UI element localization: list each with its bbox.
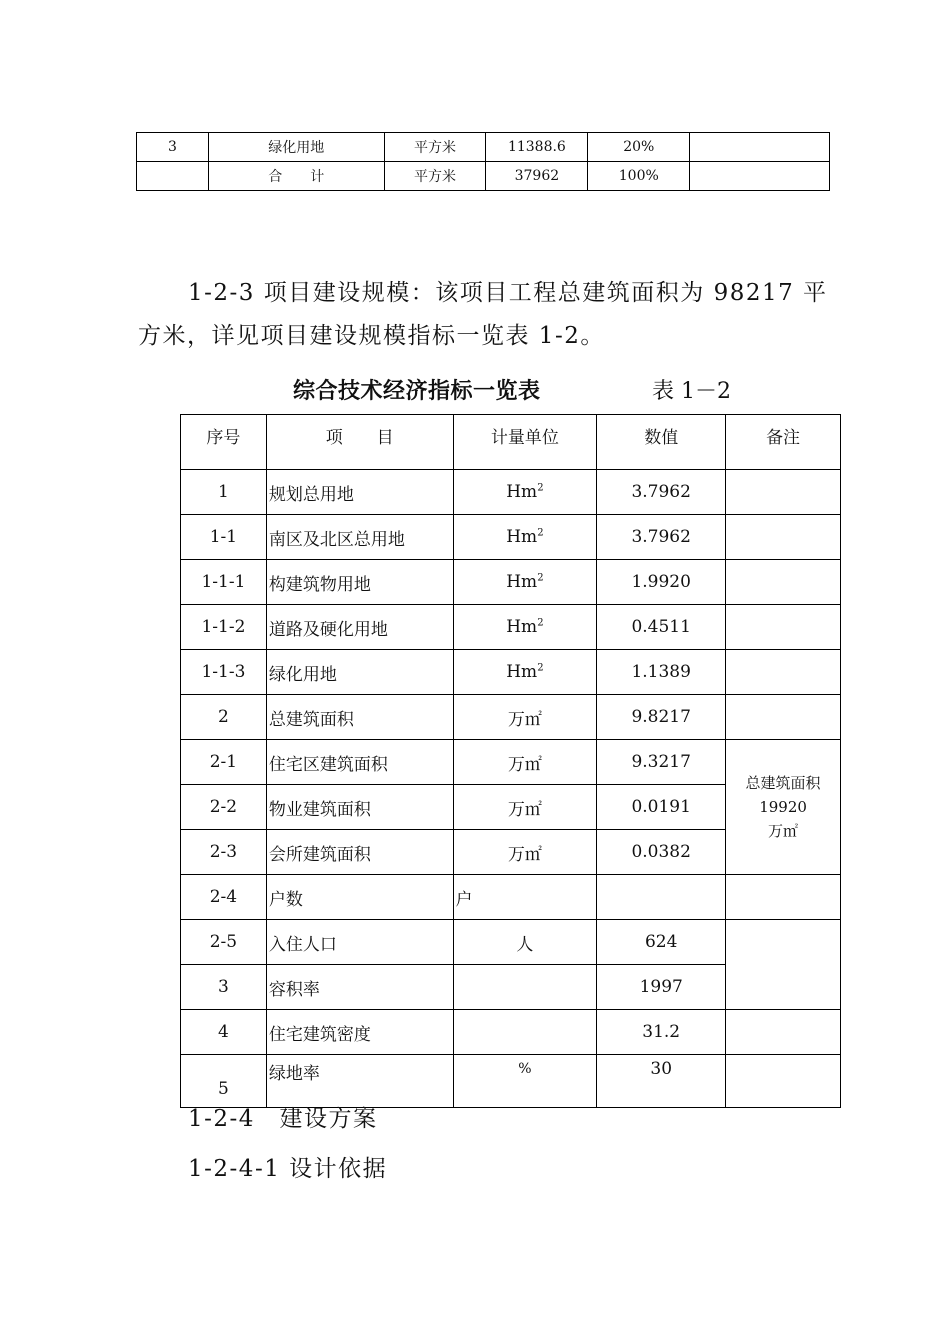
subsection-heading: 1-2-4-1 设计依据 <box>188 1156 388 1182</box>
unit-superscript: 2 <box>537 617 544 629</box>
scale-paragraph <box>138 272 838 358</box>
row-unit: 平方米 <box>384 133 486 162</box>
table-row <box>137 133 830 162</box>
unit-superscript: 2 <box>537 527 544 539</box>
row-number: 2-1 <box>181 740 267 785</box>
row-item: 住宅建筑密度 <box>266 1010 453 1055</box>
row-item: 构建筑物用地 <box>266 560 453 605</box>
row-item: 绿化用地 <box>208 133 384 162</box>
table-row <box>181 470 841 515</box>
table-title: 综合技术经济指标一览表 <box>293 379 541 404</box>
row-unit: 万㎡ <box>453 740 597 785</box>
row-item: 绿化用地 <box>266 650 453 695</box>
row-note <box>726 605 841 650</box>
row-unit: % <box>453 1055 597 1108</box>
row-value: 1.9920 <box>597 560 726 605</box>
row-unit <box>453 560 597 605</box>
row-note <box>726 1010 841 1055</box>
row-unit <box>453 1010 597 1055</box>
row-number: 1 <box>181 470 267 515</box>
row-note <box>726 650 841 695</box>
row-unit: 万㎡ <box>453 785 597 830</box>
row-value: 3.7962 <box>597 515 726 560</box>
row-unit: 人 <box>453 920 597 965</box>
row-number: 2-4 <box>181 875 267 920</box>
row-item: 户数 <box>266 875 453 920</box>
row-item: 道路及硬化用地 <box>266 605 453 650</box>
row-ratio: 100% <box>588 162 690 191</box>
row-unit: 户 <box>453 875 597 920</box>
row-number: 5 <box>181 1055 267 1108</box>
row-number <box>137 162 209 191</box>
note-line: 19920 <box>759 798 807 816</box>
row-value: 30 <box>597 1055 726 1108</box>
row-value: 0.4511 <box>597 605 726 650</box>
row-unit: 万㎡ <box>453 830 597 875</box>
row-unit: 平方米 <box>384 162 486 191</box>
unit-text: Hm <box>506 482 538 502</box>
row-item: 合 计 <box>208 162 384 191</box>
row-value: 3.7962 <box>597 470 726 515</box>
unit-text: Hm <box>506 617 538 637</box>
technical-index-table <box>180 414 841 1108</box>
table-row <box>181 515 841 560</box>
table-row <box>181 695 841 740</box>
header-value: 数值 <box>597 415 726 470</box>
row-number: 3 <box>181 965 267 1010</box>
section-heading: 1-2-4 建设方案 <box>188 1106 378 1132</box>
row-area: 37962 <box>486 162 588 191</box>
row-unit <box>453 470 597 515</box>
unit-superscript: 2 <box>537 662 544 674</box>
header-item: 项 目 <box>266 415 453 470</box>
table-row <box>181 560 841 605</box>
row-value: 624 <box>597 920 726 965</box>
unit-superscript: 2 <box>537 572 544 584</box>
table-row <box>181 605 841 650</box>
table-row <box>181 920 841 965</box>
row-item: 住宅区建筑面积 <box>266 740 453 785</box>
land-usage-table <box>136 132 830 191</box>
table-header-row <box>181 415 841 470</box>
header-unit: 计量单位 <box>453 415 597 470</box>
row-ratio: 20% <box>588 133 690 162</box>
header-note: 备注 <box>726 415 841 470</box>
row-number: 1-1-1 <box>181 560 267 605</box>
row-item: 总建筑面积 <box>266 695 453 740</box>
table-row <box>181 875 841 920</box>
row-value: 9.8217 <box>597 695 726 740</box>
row-value <box>597 875 726 920</box>
row-item: 物业建筑面积 <box>266 785 453 830</box>
row-item: 会所建筑面积 <box>266 830 453 875</box>
header-no: 序号 <box>181 415 267 470</box>
row-item: 绿地率 <box>266 1055 453 1108</box>
row-unit <box>453 650 597 695</box>
row-note <box>726 560 841 605</box>
row-number: 2-3 <box>181 830 267 875</box>
row-value: 1.1389 <box>597 650 726 695</box>
row-number: 2-2 <box>181 785 267 830</box>
row-note <box>690 162 830 191</box>
row-item: 南区及北区总用地 <box>266 515 453 560</box>
table-row <box>181 650 841 695</box>
row-value: 0.0191 <box>597 785 726 830</box>
unit-text: Hm <box>506 527 538 547</box>
row-unit: 万㎡ <box>453 695 597 740</box>
row-note <box>726 695 841 740</box>
table-row <box>181 1010 841 1055</box>
row-unit <box>453 605 597 650</box>
table-row <box>137 162 830 191</box>
row-note <box>726 875 841 920</box>
row-value: 31.2 <box>597 1010 726 1055</box>
row-note <box>726 1055 841 1108</box>
row-unit <box>453 965 597 1010</box>
row-note <box>726 470 841 515</box>
row-value: 9.3217 <box>597 740 726 785</box>
row-area: 11388.6 <box>486 133 588 162</box>
row-number: 1-1 <box>181 515 267 560</box>
row-number: 1-1-3 <box>181 650 267 695</box>
table-number: 表 1－2 <box>652 379 731 404</box>
row-note <box>726 920 841 1010</box>
row-item: 入住人口 <box>266 920 453 965</box>
row-value: 1997 <box>597 965 726 1010</box>
row-number: 1-1-2 <box>181 605 267 650</box>
unit-text: Hm <box>506 662 538 682</box>
unit-superscript: 2 <box>537 482 544 494</box>
row-number: 2-5 <box>181 920 267 965</box>
row-item: 容积率 <box>266 965 453 1010</box>
merged-note-cell <box>726 740 841 875</box>
row-number: 3 <box>137 133 209 162</box>
row-value: 0.0382 <box>597 830 726 875</box>
row-note <box>690 133 830 162</box>
paragraph-text: 1-2-3 项目建设规模：该项目工程总建筑面积为 98217 平方米，详见项目建设规模指标一览表 1-2。 <box>138 280 828 349</box>
row-number: 2 <box>181 695 267 740</box>
table-row <box>181 740 841 785</box>
unit-text: Hm <box>506 572 538 592</box>
row-number: 4 <box>181 1010 267 1055</box>
note-line: 万㎡ <box>768 822 799 840</box>
row-unit <box>453 515 597 560</box>
note-line: 总建筑面积 <box>745 774 821 792</box>
row-note <box>726 515 841 560</box>
row-item: 规划总用地 <box>266 470 453 515</box>
